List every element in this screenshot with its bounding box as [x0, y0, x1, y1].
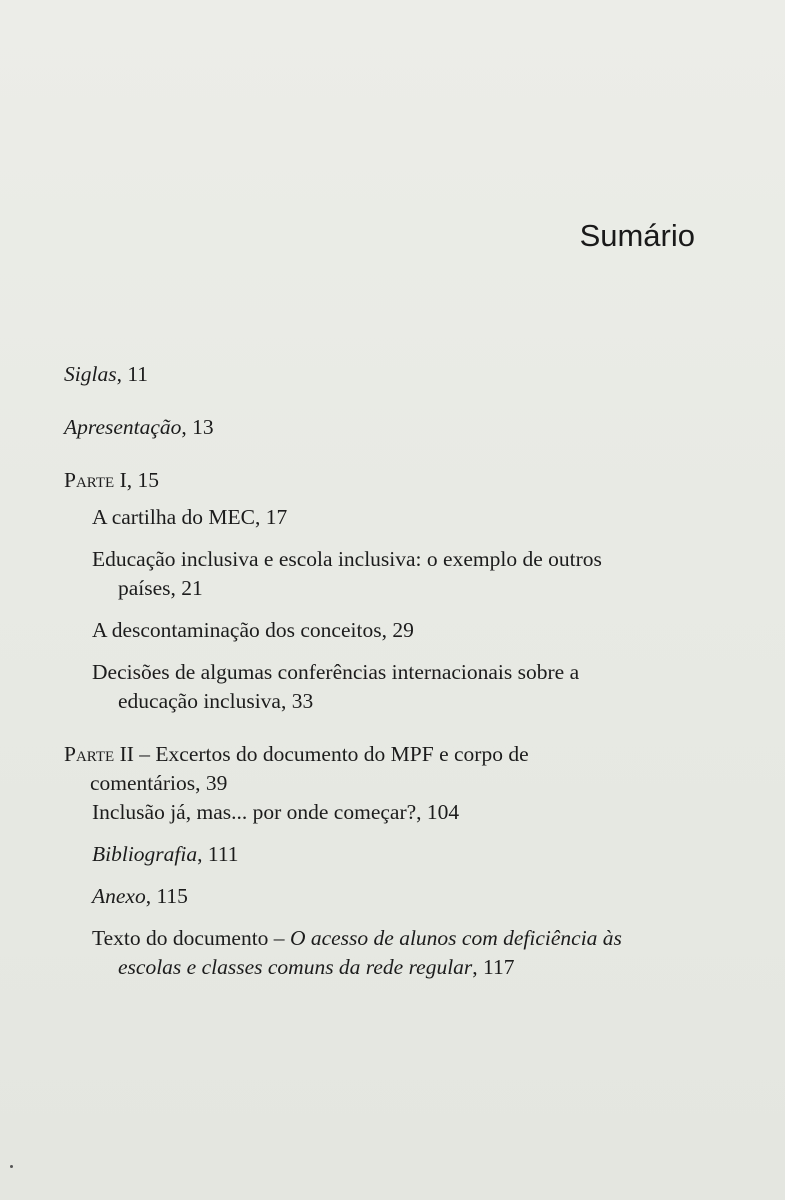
toc-entry-parte-2	[64, 740, 694, 798]
toc-entry-label: Bibliografia	[92, 842, 198, 866]
toc-entry-page: , 13	[181, 415, 214, 439]
toc-entry-text: Inclusão já, mas... por onde começar?, 104	[92, 800, 460, 824]
toc-entry-text-continued: países, 21	[118, 576, 203, 600]
toc-entry-descontaminacao	[64, 616, 694, 645]
toc-entry-anexo	[64, 882, 694, 911]
toc-entry-parte-1	[64, 466, 694, 495]
toc-entry-cartilha	[64, 503, 694, 532]
toc-entry-page: , 115	[145, 884, 188, 908]
toc-entry-educacao-inclusiva	[64, 545, 694, 603]
toc-entry-bibliografia	[64, 840, 694, 869]
toc-entry-label: Apresentação	[64, 415, 182, 439]
toc-entry-text-continued: comentários, 39	[90, 771, 228, 795]
toc-entry-label: Parte II	[64, 742, 134, 766]
toc-entry-italic-title-continued: escolas e classes comuns da rede regular	[118, 955, 473, 979]
toc-entry-apresentacao	[64, 413, 694, 442]
page-title: Sumário	[579, 218, 695, 253]
toc-entry-inclusao	[64, 798, 694, 827]
toc-entry-label: Anexo	[92, 884, 146, 908]
toc-entry-text: Educação inclusiva e escola inclusiva: o exemplo de outros	[92, 547, 602, 571]
toc-entry-page: , 11	[116, 362, 149, 386]
toc-entry-page: , 15	[126, 468, 160, 492]
page-speck	[10, 1165, 13, 1168]
toc-entry-text: Texto do documento –	[92, 926, 290, 950]
table-of-contents	[64, 360, 694, 982]
toc-entry-text: A cartilha do MEC, 17	[92, 505, 288, 529]
toc-entry-decisoes	[64, 658, 694, 716]
toc-entry-text-continued: educação inclusiva, 33	[118, 689, 314, 713]
toc-entry-page: , 117	[472, 955, 515, 979]
toc-entry-page: , 111	[197, 842, 239, 866]
toc-entry-siglas	[64, 360, 694, 389]
toc-entry-label: Parte I	[64, 468, 127, 492]
toc-entry-text: – Excertos do documento do MPF e corpo de	[133, 742, 529, 766]
toc-entry-italic-title: O acesso de alunos com deficiência às	[289, 926, 622, 950]
toc-entry-text: Decisões de algumas conferências internacionais sobre a	[92, 660, 580, 684]
toc-entry-text: A descontaminação dos conceitos, 29	[92, 618, 414, 642]
toc-entry-text-continued	[92, 953, 694, 982]
toc-entry-texto-documento	[64, 924, 694, 982]
toc-entry-label: Siglas	[64, 362, 117, 386]
